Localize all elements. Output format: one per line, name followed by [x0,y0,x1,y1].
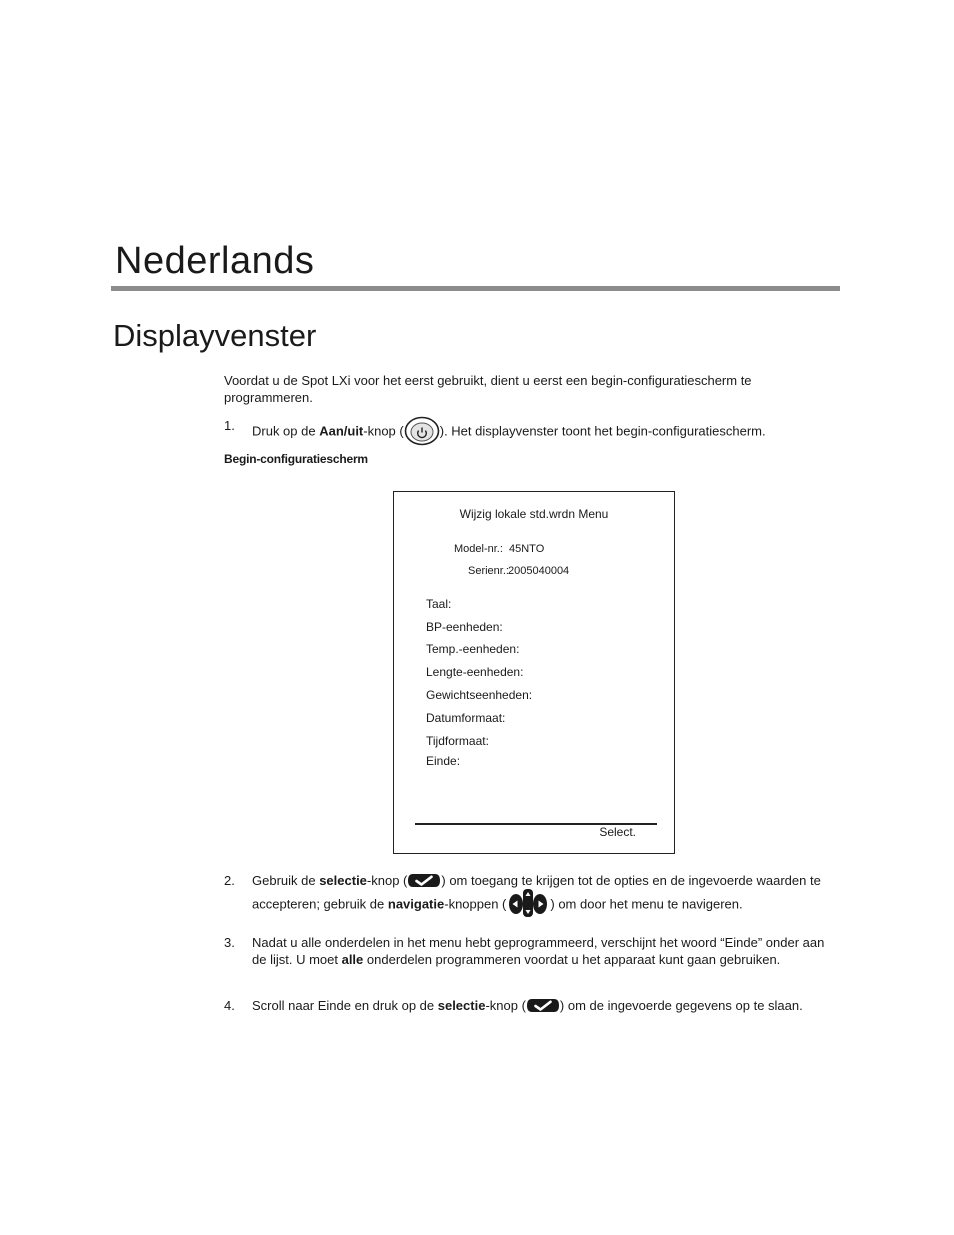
step-text: Nadat u alle onderdelen in het menu hebt geprogrammeerd, verschijnt het woord “Einde” onder aan de lijst. U moet alle onderdelen programmeren voordat u het apparaat kunt gaan gebruiken. [252,935,825,967]
step-number: 1. [224,418,235,433]
softkey-select-label: Select. [599,825,636,839]
field-bp-units: BP-eenheden: [426,620,503,634]
step-number: 2. [224,873,235,888]
step-number: 4. [224,998,235,1013]
figure-caption: Begin-configuratiescherm [224,452,368,466]
step-text: Gebruik de selectie-knop ( ) om toegang te krijgen tot de opties en de ingevoerde waarden te accepteren; gebruik de navigatie-knoppen ( ) om door het menu te navigeren. [252,872,842,920]
screen-title: Wijzig lokale std.wrdn Menu [459,507,609,521]
chapter-title: Nederlands [115,240,315,282]
power-button-icon [404,416,440,446]
step-text: Scroll naar Einde en druk op de selectie-knop ( ) om de ingevoerde gegevens op te slaan. [252,998,803,1013]
chapter-divider [111,286,840,291]
step-text: Druk op de Aan/uit-knop ( ). Het displayvenster toont het begin-configuratiescherm. [252,417,842,447]
field-weight-units: Gewichtseenheden: [426,688,533,702]
select-checkmark-button-icon [526,997,560,1014]
section-title: Displayvenster [113,318,317,353]
serial-value: 2005040004 [508,565,570,577]
select-checkmark-button-icon [407,872,441,889]
field-end: Einde: [426,754,461,768]
serial-label: Serienr.: [468,565,509,577]
model-value: 45NTO [509,543,545,555]
model-label: Model-nr.: [454,543,503,555]
config-screen-illustration [393,491,675,854]
intro-paragraph: Voordat u de Spot LXi voor het eerst gebruikt, dient u eerst een begin-configuratiescherm te programmeren. [224,373,752,405]
field-language: Taal: [426,597,452,611]
navigation-buttons-icon [506,888,550,918]
field-length-units: Lengte-eenheden: [426,665,524,679]
field-time-format: Tijdformaat: [426,734,489,748]
step-number: 3. [224,935,235,950]
field-temp-units: Temp.-eenheden: [426,642,520,656]
field-date-format: Datumformaat: [426,711,506,725]
